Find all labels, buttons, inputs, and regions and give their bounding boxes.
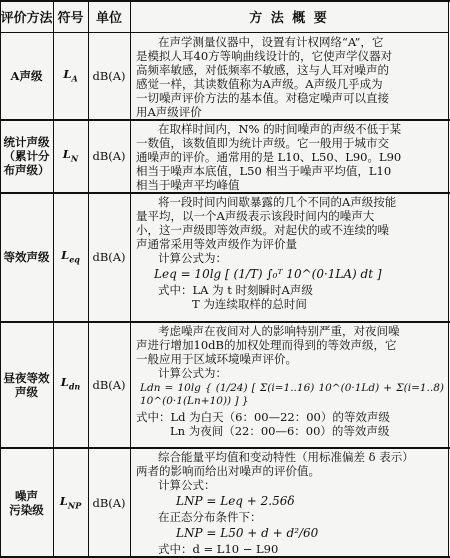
formula-ldn: Ldn = 10lg { (1/24) [ Σ(i=1..16) 10^(0·1Ld) + Σ(i=1..8) 10^(0·1(Ln+10)) ] } [140,382,444,407]
row-symbol: $L_{NP}$ [59,493,82,511]
row-symbol: $L_A$ [63,66,78,84]
row-description: 在取样时间内，N% 的时间噪声的声级不低于某 一数值，该数值即为统计声级。它一般用于城市交 通噪声的评价。通常用的是 L10、L50、L90。L90 相当于噪声本底值，L50 相当于噪声平均值，L10 相当于噪声平均峰值 [136,122,402,192]
formula-leq: Leq = 10lg [ (1/T) ∫₀ᵀ 10^(0·1LA) dt ] [154,267,382,281]
row-unit: dB(A) [92,69,126,83]
row-name: 统计声级 （累计分 布声级） [3,135,50,177]
row-unit: dB(A) [92,250,126,264]
row-symbol: $L_{eq}$ [61,247,80,265]
row-description: 考虑噪声在夜间对人的影响特别严重，对夜间噪 声进行增加10dB的加权处理而得到的等效声级，它 一般应用于区域环境噪声评价。 计算公式为： Ldn = 10lg { (1/24) [ Σ(i=1..16) 10^(0·1Ld) + Σ(i=1..8) 10^(0·1(Ln+10)) ] } 式中：Ld 为白天（6：00—22：00）的等效声级 Ln 为夜间（22：00—6：00）的等效声级 [136,324,444,438]
formula-lnp-2: LNP = L50 + d + d²/60 [176,526,319,540]
header-unit: 单位 [88,0,130,33]
table-border-right [448,0,449,558]
row-unit: dB(A) [92,149,126,163]
row-name: A声级 [10,69,43,83]
row-name: 等效声级 [3,250,50,264]
row-symbol: $L_N$ [62,146,79,164]
table-border-bottom [0,556,450,558]
header-symbol: 符号 [53,0,88,33]
row-description: 将一段时间内间歇暴露的几个不同的A声级按能 量平均，以一个A声级表示该段时间内的噪声大 小，这一声级即等效声级。对起伏的或不连续的噪 声通常采用等效声级作为评价量 计算公式为： Leq = 10lg [ (1/T) ∫₀ᵀ 10^(0·1LA) dt ] 式中：LA 为 t 时刻瞬时A声级 T 为连续取样的总时间 [130,193,448,321]
row-symbol: $L_{dn}$ [60,375,81,392]
row-description: 综合能量平均值和变动特性（用标准偏差 δ 表示） 两者的影响而给出对噪声的评价值。 计算公式： LNP = Leq + 2.56δ 在正态分布条件下： LNP = L50 + d + d²/60 式中：d = L10 − L90 [130,448,448,558]
row-description: 在声学测量仪器中，设置有计权网络“A”，它 是模拟人耳40方等响曲线设计的，它使声学仪器对 高频率敏感，对低频率不敏感，这与人耳对噪声的 感觉一样，其读数值称为A声级。A声级几乎成为 一切噪声评价方法的基本值。对稳定噪声可以直接 用A声级评价 [136,35,393,119]
formula-lnp-1: LNP = Leq + 2.56δ [176,494,295,508]
header-method: 评价方法 [0,0,53,33]
header-summary: 方 法 概 要 [130,0,448,33]
row-unit: dB(A) [92,377,126,392]
row-name: 噪声 污染级 [9,489,44,517]
row-name: 昼夜等效 声级 [3,370,50,399]
row-unit: dB(A) [92,496,126,510]
